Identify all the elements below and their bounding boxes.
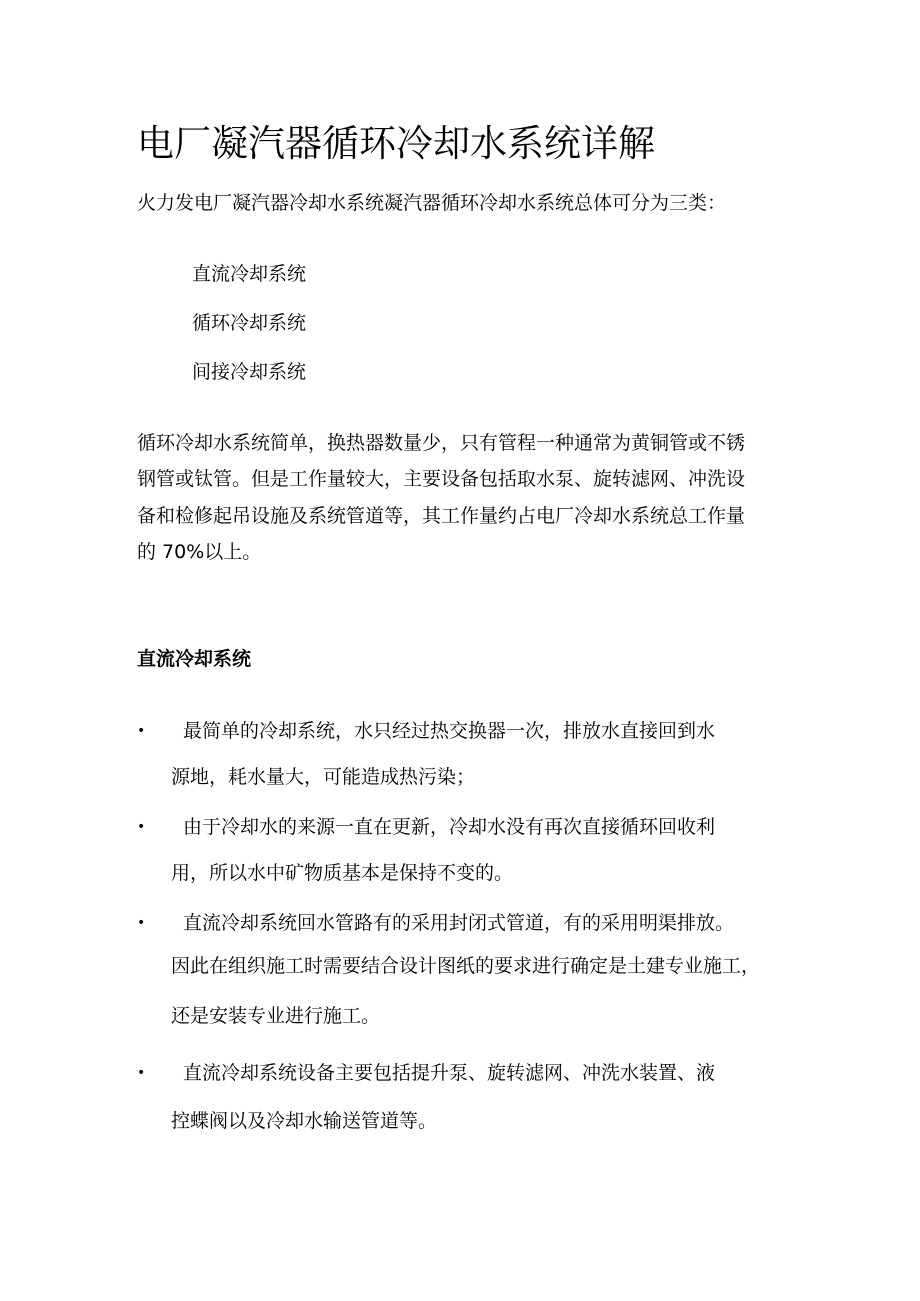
bullet-line: 由于冷却水的来源一直在更新，冷却水没有再次直接循环回收利 [183, 816, 716, 838]
bullet-line: 直流冷却系统回水管路有的采用封闭式管道，有的采用明渠排放。 [183, 912, 735, 934]
intro-text: 火力发电厂凝汽器冷却水系统凝汽器循环冷却水系统总体可分为三类： [137, 192, 727, 214]
bullet-item [137, 809, 837, 905]
bullet-list [137, 713, 837, 1151]
bullet-line: 用，所以水中矿物质基本是保持不变的。 [171, 862, 514, 884]
paragraph-line: 的 70%以上。 [137, 540, 262, 563]
bullet-dot: • [137, 819, 146, 835]
body-paragraph [137, 425, 797, 570]
bullet-line: 直流冷却系统设备主要包括提升泵、旋转滤网、冲洗水装置、液 [183, 1062, 716, 1084]
bullet-item [137, 1055, 837, 1151]
bullet-line: 源地，耗水量大，可能造成热污染； [171, 766, 476, 788]
section-heading: 直流冷却系统 [137, 648, 252, 670]
cooling-types-list [192, 256, 306, 403]
document-title: 电厂凝汽器循环冷却水系统详解 [137, 122, 655, 165]
cooling-type-item: 直流冷却系统 [192, 263, 307, 285]
bullet-line: 控蝶阀以及冷却水输送管道等。 [171, 1110, 438, 1132]
paragraph-line: 循环冷却水系统简单，换热器数量少，只有管程一种通常为黄铜管或不锈 [137, 432, 746, 454]
cooling-type-item: 循环冷却系统 [192, 312, 307, 334]
bullet-line: 还是安装专业进行施工。 [171, 1005, 381, 1027]
paragraph-line: 钢管或钛管。但是工作量较大，主要设备包括取水泵、旋转滤网、冲洗设 [137, 468, 746, 491]
bullet-line: 因此在组织施工时需要结合设计图纸的要求进行确定是土建专业施工， [171, 955, 761, 977]
bullet-line: 最简单的冷却系统，水只经过热交换器一次，排放水直接回到水 [183, 720, 716, 742]
bullet-dot: • [137, 1065, 146, 1081]
paragraph-line: 备和检修起吊设施及系统管道等，其工作量约占电厂冷却水系统总工作量 [137, 504, 746, 527]
cooling-type-item: 间接冷却系统 [192, 361, 307, 383]
bullet-item [137, 905, 837, 1055]
bullet-dot: • [137, 915, 146, 931]
bullet-dot: • [137, 723, 146, 739]
bullet-item [137, 713, 837, 809]
